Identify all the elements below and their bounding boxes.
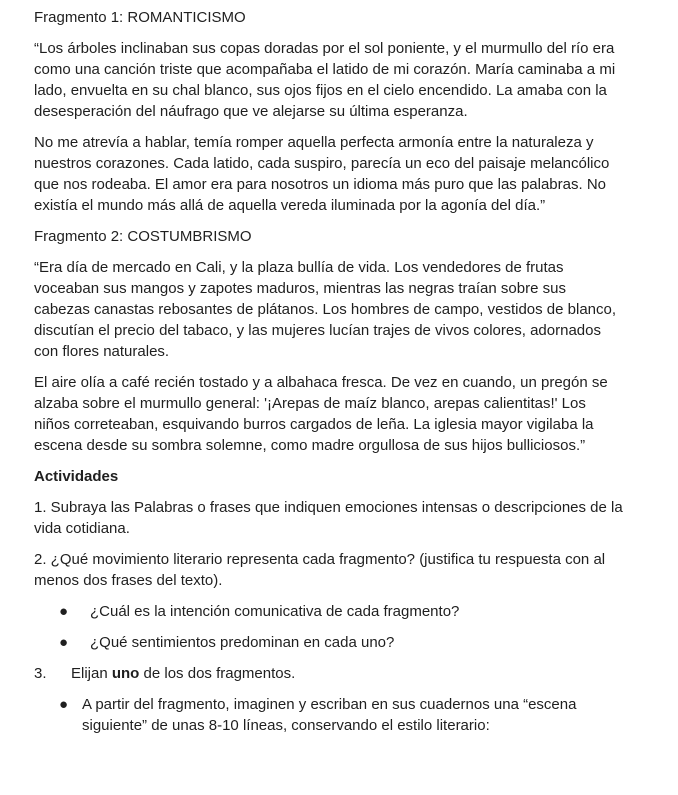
activities-heading: Actividades — [34, 468, 119, 485]
fragment2-paragraph-2: El aire olía a café recién tostado y a albahaca fresca. De vez en cuando, un pregón se alzaba sobre el murmullo general: '¡Arepas de maíz blanco, arepas calientitas!' Los niños correteaban, esquivando burros cargados de leña. La iglesia mayor vigilaba la escena desde su sombra solemne, como madre orgullosa de sus hijos bulliciosos.” — [34, 374, 608, 454]
activity-item-3-bold: uno — [111, 665, 140, 682]
activity-3-bullet-1 — [34, 694, 624, 736]
activity-item-3-number: 3. — [34, 665, 47, 682]
fragment1-heading: Fragmento 1: ROMANTICISMO — [34, 9, 246, 26]
fragment2-paragraph-1: “Era día de mercado en Cali, y la plaza bullía de vida. Los vendedores de frutas voceaban sus mangos y zapotes maduros, mientras las negras traían sobre sus cabezas canastas rebosantes de plátanos. Los hombres de campo, vestidos de blanco, discutían el precio del tabaco, y las mujeres lucían trajes de vivos colores, adornados con flores naturales. — [34, 259, 617, 360]
bullet-icon: ● — [59, 603, 69, 620]
bullet-icon: ● — [59, 634, 69, 651]
bullet-text: A partir del fragmento, imaginen y escriban en sus cuadernos una “escena siguiente” de unas 8-10 líneas, conservando el estilo literario: — [82, 696, 577, 734]
document-page — [34, 7, 624, 736]
bullet-icon: ● — [59, 696, 69, 713]
fragment2-heading: Fragmento 2: COSTUMBRISMO — [34, 228, 252, 245]
fragment1-paragraph-1: “Los árboles inclinaban sus copas doradas por el sol poniente, y el murmullo del río era como una canción triste que acompañaba el latido de mi corazón. María caminaba a mi lado, envuelta en su chal blanco, sus ojos fijos en el cielo encendido. La amaba con la desesperación del náufrago que ve alejarse su última esperanza. — [34, 40, 616, 120]
activity-item-2: 2. ¿Qué movimiento literario representa cada fragmento? (justifica tu respuesta con al menos dos frases del texto). — [34, 551, 606, 589]
activity-item-3 — [34, 663, 624, 684]
bullet-text: ¿Cuál es la intención comunicativa de cada fragmento? — [90, 603, 460, 620]
activity-2-bullet-2 — [34, 632, 624, 653]
activity-item-3-post: de los dos fragmentos. — [139, 665, 296, 682]
fragment1-paragraph-2: No me atrevía a hablar, temía romper aquella perfecta armonía entre la naturaleza y nuestros corazones. Cada latido, cada suspiro, parecía un eco del paisaje melancólico que nos rodeaba. El amor era para nosotros un idioma más puro que las palabras. No existía el mundo más allá de aquella vereda iluminada por la agonía del día.” — [34, 134, 610, 214]
activity-2-bullet-1 — [34, 601, 624, 622]
bullet-text: ¿Qué sentimientos predominan en cada uno? — [90, 634, 395, 651]
activity-item-1: 1. Subraya las Palabras o frases que indiquen emociones intensas o descripciones de la vida cotidiana. — [34, 499, 623, 537]
activity-item-3-pre: Elijan — [71, 665, 112, 682]
